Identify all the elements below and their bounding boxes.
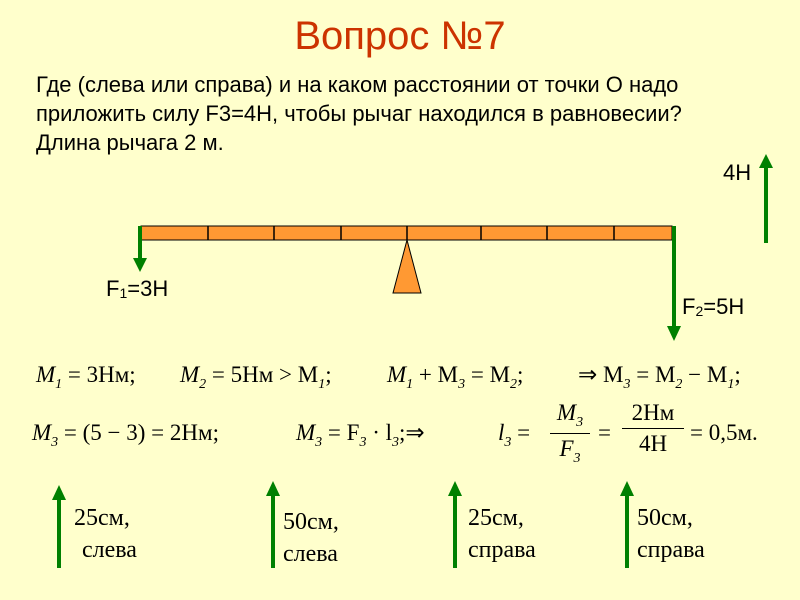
f1-label: $F_1=3Н$ xyxy=(106,276,169,301)
option-arrow-3 xyxy=(448,481,462,568)
f3-label: 4Н xyxy=(723,160,752,185)
fraction-m3-f3: $\frac{M_3}{F_3}$ xyxy=(550,400,590,467)
option-2[interactable]: 50см, слева xyxy=(283,509,339,567)
f2-label: $F_2=5Н$ xyxy=(682,294,745,319)
formula-m3-diff: ⇒ $M_3 = M_2 - M_1$; xyxy=(578,362,741,392)
formula-m2: $M_2 = 5Нм > M_1$; xyxy=(180,362,332,392)
formula-result: = 0,5м. xyxy=(690,420,758,445)
formula-eq2: = xyxy=(598,420,611,445)
formula-m3-def: $M_3 = F_3$ · $l_3;\Rightarrow$ xyxy=(296,420,425,450)
question-line-3: Длина рычага 2 м. xyxy=(36,130,224,155)
formula-balance: $M_1 + M_3 = M_2$; xyxy=(387,362,524,392)
question-line-2: приложить силу F3=4Н, чтобы рычаг находился в равновесии? xyxy=(36,101,682,126)
fraction-values: 2Нм 4Н xyxy=(622,400,684,457)
page-title: Вопрос №7 xyxy=(294,14,506,58)
f3-arrow xyxy=(759,154,773,243)
option-arrow-1 xyxy=(52,485,66,568)
option-4[interactable]: 50см, справа xyxy=(637,505,705,563)
option-3[interactable]: 25см, справа xyxy=(468,505,536,563)
option-1[interactable]: 25см, слева xyxy=(74,505,137,563)
question-line-1: Где (слева или справа) и на каком расстоянии от точки О надо xyxy=(36,72,679,97)
formula-m3-value: $M_3 = (5 - 3) = 2Нм$; xyxy=(32,420,219,450)
option-arrow-4 xyxy=(620,481,634,568)
formula-l3: $l_3$ = xyxy=(498,420,531,450)
fulcrum-triangle xyxy=(393,240,421,293)
formula-m1: $M_1 = 3Нм$; xyxy=(36,362,136,392)
option-arrow-2 xyxy=(266,481,280,568)
f2-arrow xyxy=(667,226,681,341)
